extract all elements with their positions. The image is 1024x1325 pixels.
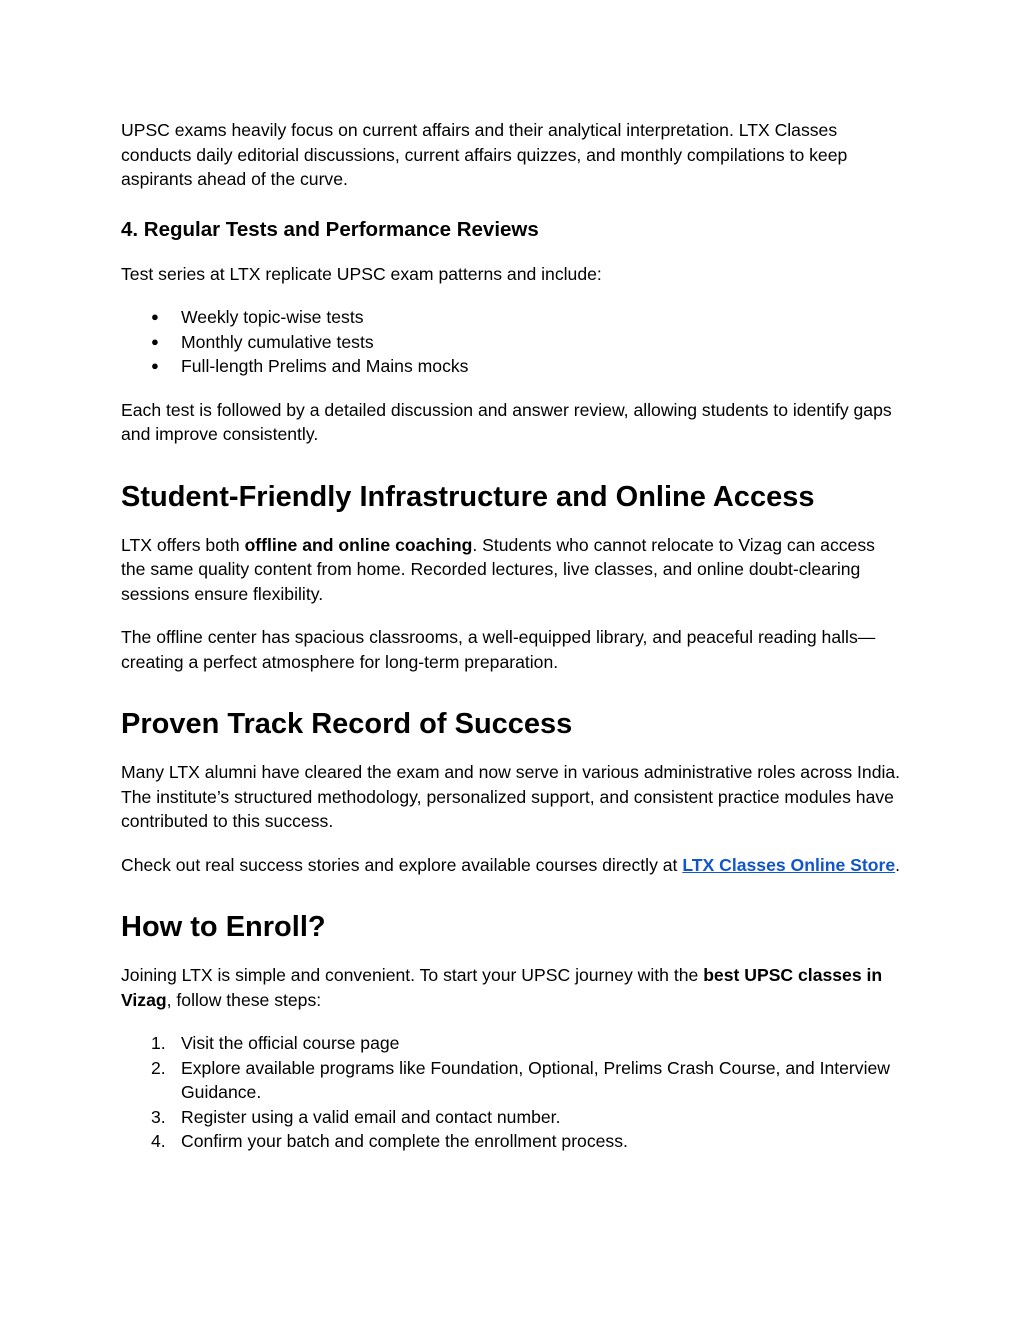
list-item: ● Monthly cumulative tests [121, 330, 903, 355]
infrastructure-paragraph-1: LTX offers both offline and online coaching. Students who cannot relocate to Vizag can access the same quality content from home. Recorded lectures, live classes, and online doubt-clearing sessions ensure flexibility. [121, 534, 875, 604]
enroll-steps-list [121, 1031, 903, 1154]
tests-closing: Each test is followed by a detailed discussion and answer review, allowing students to identify gaps and improve consistently. [121, 399, 892, 444]
document-page [121, 118, 903, 1154]
step-number: 1. [151, 1033, 166, 1053]
list-item: 4. Confirm your batch and complete the enrollment process. [121, 1129, 903, 1154]
step-number: 4. [151, 1131, 166, 1151]
tests-bullet-list [121, 305, 903, 379]
bullet-icon: ● [151, 333, 159, 349]
list-item: 3. Register using a valid email and contact number. [121, 1105, 903, 1130]
enroll-paragraph: Joining LTX is simple and convenient. To start your UPSC journey with the best UPSC classes in Vizag, follow these steps: [121, 965, 883, 1010]
infrastructure-paragraph-2: The offline center has spacious classrooms, a well-equipped library, and peaceful reading halls—creating a perfect atmosphere for long-term preparation. [121, 627, 876, 672]
list-item: 1. Visit the official course page [121, 1031, 903, 1056]
tests-heading: 4. Regular Tests and Performance Reviews [121, 217, 539, 241]
bullet-icon: ● [151, 358, 159, 373]
intro-paragraph: UPSC exams heavily focus on current affairs and their analytical interpretation. LTX Classes conducts daily editorial discussions, current affairs quizzes, and monthly compilations to keep aspirants ahead of the curve. [121, 120, 848, 189]
infrastructure-heading: Student-Friendly Infrastructure and Online Access [121, 480, 815, 513]
success-paragraph-2: Check out real success stories and explore available courses directly at LTX Classes Online Store. [121, 854, 901, 875]
infrastructure-emphasis: offline and online coaching [244, 534, 473, 555]
success-paragraph-1: Many LTX alumni have cleared the exam and now serve in various administrative roles across India. The institute’s structured methodology, personalized support, and consistent practice modules have contributed to this success. [121, 762, 901, 831]
tests-intro: Test series at LTX replicate UPSC exam patterns and include: [121, 263, 602, 284]
enroll-heading: How to Enroll? [121, 911, 326, 943]
list-item: ● Full-length Prelims and Mains mocks [121, 354, 903, 379]
list-item: ● Weekly topic-wise tests [121, 305, 903, 330]
bullet-icon: ● [151, 309, 159, 324]
enroll-emphasis: best UPSC classes in Vizag [121, 965, 883, 1010]
success-heading: Proven Track Record of Success [121, 708, 573, 740]
step-number: 3. [151, 1106, 166, 1127]
ltx-store-link[interactable]: LTX Classes Online Store [682, 854, 896, 875]
step-number: 2. [151, 1057, 166, 1078]
list-item: 2. Explore available programs like Foundation, Optional, Prelims Crash Course, and Interview Guidance. [151, 1057, 890, 1102]
